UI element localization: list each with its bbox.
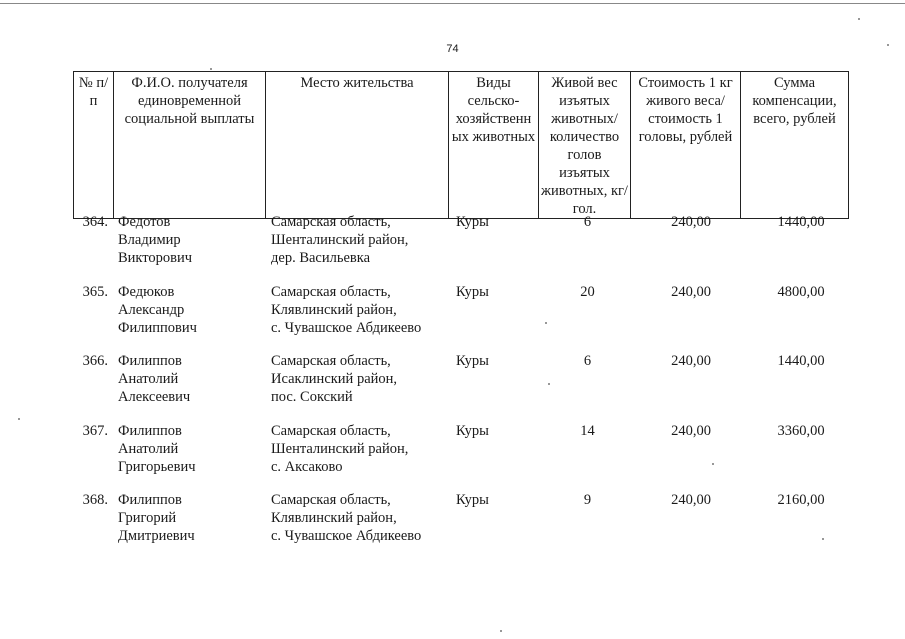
scan-speck xyxy=(545,322,547,324)
weight-value: 14 xyxy=(580,423,595,439)
row-number: 364. xyxy=(82,214,108,230)
animal-kind: Куры xyxy=(456,353,489,369)
row-number: 367. xyxy=(82,423,108,439)
header-name: Ф.И.О. получателя единовременной социальной выплаты xyxy=(114,72,266,219)
first-name: Григорий xyxy=(118,510,177,526)
animal-kind: Куры xyxy=(456,423,489,439)
residence xyxy=(271,352,397,406)
first-name: Александр xyxy=(118,302,185,318)
table-header xyxy=(73,71,849,219)
row-number: 365. xyxy=(82,284,108,300)
animal-kind: Куры xyxy=(456,284,489,300)
residence-line: с. Чувашское Абдикеево xyxy=(271,528,422,544)
weight-value: 6 xyxy=(583,353,592,369)
residence xyxy=(271,491,421,545)
surname: Филиппов xyxy=(118,353,182,369)
sum-value: 1440,00 xyxy=(777,353,825,369)
residence-line: Самарская область, xyxy=(271,492,391,508)
price-value: 240,00 xyxy=(671,214,711,230)
surname: Филиппов xyxy=(118,423,182,439)
price-value: 240,00 xyxy=(671,492,711,508)
row-number: 366. xyxy=(82,353,108,369)
animal-kind: Куры xyxy=(456,214,489,230)
scan-speck xyxy=(18,418,20,420)
scan-speck xyxy=(887,44,889,46)
weight-value: 9 xyxy=(583,492,592,508)
residence-line: с. Чувашское Абдикеево xyxy=(271,320,422,336)
residence-line: Клявлинский район, xyxy=(271,510,397,526)
residence-line: с. Аксаково xyxy=(271,459,343,475)
header-num: № п/п xyxy=(74,72,114,219)
scan-speck xyxy=(210,68,212,70)
scan-speck xyxy=(712,463,714,465)
first-name: Анатолий xyxy=(118,441,179,457)
price-value: 240,00 xyxy=(671,423,711,439)
header-animal-kind: Виды сельско-хозяйственн ых животных xyxy=(449,72,539,219)
residence-line: Шенталинский район, xyxy=(271,232,409,248)
residence xyxy=(271,283,421,337)
scan-top-rule xyxy=(0,3,905,4)
patronymic: Викторович xyxy=(118,250,193,266)
header-weight: Живой вес изъятых животных/ количество голов изъятых животных, кг/гол. xyxy=(539,72,631,219)
header-sum: Сумма компенсации, всего, рублей xyxy=(741,72,849,219)
sum-value: 1440,00 xyxy=(777,214,825,230)
residence-line: Клявлинский район, xyxy=(271,302,397,318)
sum-value: 2160,00 xyxy=(777,492,825,508)
surname: Филиппов xyxy=(118,492,182,508)
surname: Федотов xyxy=(118,214,171,230)
sum-value: 4800,00 xyxy=(777,284,825,300)
sum-value: 3360,00 xyxy=(777,423,825,439)
patronymic: Дмитриевич xyxy=(118,528,195,544)
scan-speck xyxy=(500,630,502,632)
recipient-name xyxy=(118,283,197,337)
residence-line: Самарская область, xyxy=(271,214,391,230)
page-number: 74 xyxy=(446,43,459,55)
residence-line: Самарская область, xyxy=(271,423,391,439)
weight-value: 6 xyxy=(583,214,592,230)
residence-line: пос. Сокский xyxy=(271,389,353,405)
price-value: 240,00 xyxy=(671,284,711,300)
scan-speck xyxy=(548,383,550,385)
patronymic: Алексеевич xyxy=(118,389,191,405)
residence-line: Шенталинский район, xyxy=(271,441,409,457)
residence-line: Исаклинский район, xyxy=(271,371,398,387)
surname: Федюков xyxy=(118,284,175,300)
price-value: 240,00 xyxy=(671,353,711,369)
residence-line: Самарская область, xyxy=(271,284,391,300)
residence-line: дер. Васильевка xyxy=(271,250,371,266)
header-place: Место жительства xyxy=(266,72,449,219)
recipient-name xyxy=(118,422,196,476)
recipient-name xyxy=(118,491,195,545)
row-number: 368. xyxy=(82,492,108,508)
patronymic: Филиппович xyxy=(118,320,197,336)
weight-value: 20 xyxy=(580,284,595,300)
scan-speck xyxy=(822,538,824,540)
animal-kind: Куры xyxy=(456,492,489,508)
patronymic: Григорьевич xyxy=(118,459,196,475)
first-name: Анатолий xyxy=(118,371,179,387)
header-price: Стоимость 1 кг живого веса/стоимость 1 головы, рублей xyxy=(631,72,741,219)
residence-line: Самарская область, xyxy=(271,353,391,369)
recipient-name xyxy=(118,352,190,406)
residence xyxy=(271,422,408,476)
recipient-name xyxy=(118,213,192,267)
first-name: Владимир xyxy=(118,232,181,248)
residence xyxy=(271,213,408,267)
scan-speck xyxy=(858,18,860,20)
